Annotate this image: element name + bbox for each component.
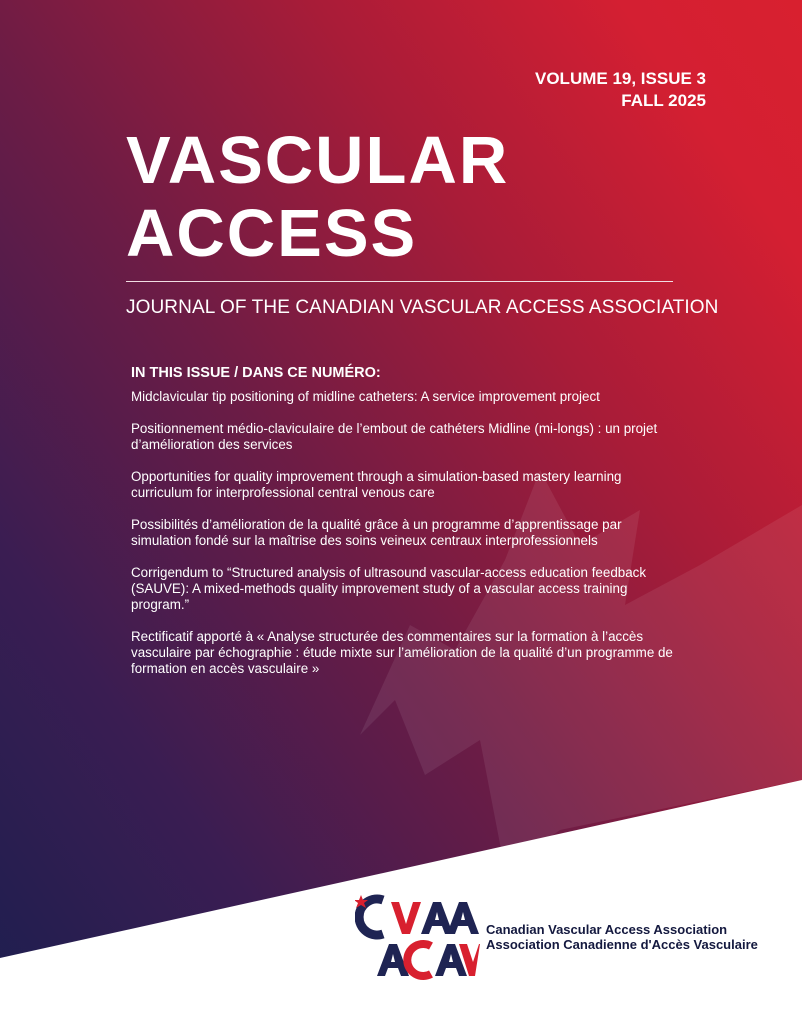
contents-heading: IN THIS ISSUE / DANS CE NUMÉRO: [131,365,381,381]
volume-issue: VOLUME 19, ISSUE 3 [535,69,706,88]
association-name [486,922,758,952]
article-title: Midclavicular tip positioning of midline catheters: A service improvement project [131,389,600,404]
issue-info [535,68,706,112]
association-name-fr: Association Canadienne d'Accès Vasculaire [486,937,758,952]
article-title: Corrigendum to “Structured analysis of ultrasound vascular-access education feedback (SAUVE): A mixed-methods quality improvement study of a vascular access training program.” [131,565,647,612]
title-line-1: VASCULAR [126,123,510,198]
journal-title [126,124,509,270]
journal-subtitle: JOURNAL OF THE CANADIAN VASCULAR ACCESS ASSOCIATION [126,297,719,318]
season: FALL 2025 [621,91,706,110]
article-title: Possibilités d’amélioration de la qualité grâce à un programme d’apprentissage par simulation fondé sur la maîtrise des soins veineux centraux interprofessionnels [131,517,622,548]
title-divider [126,281,673,282]
article-title: Positionnement médio-claviculaire de l’embout de cathéters Midline (mi-longs) : un projet d’amélioration des services [131,421,658,452]
association-name-en: Canadian Vascular Access Association [486,922,728,937]
article-title: Rectificatif apporté à « Analyse structurée des commentaires sur la formation à l’accès vasculaire par échographie : étude mixte sur l’amélioration de la qualité d’un programme de formation en accès vasculaire » [131,629,673,676]
title-line-2: ACCESS [126,196,418,271]
article-title: Opportunities for quality improvement through a simulation-based mastery learning curriculum for interprofessional central venous care [131,469,622,500]
cvaa-logo [355,890,480,985]
table-of-contents [131,365,676,693]
